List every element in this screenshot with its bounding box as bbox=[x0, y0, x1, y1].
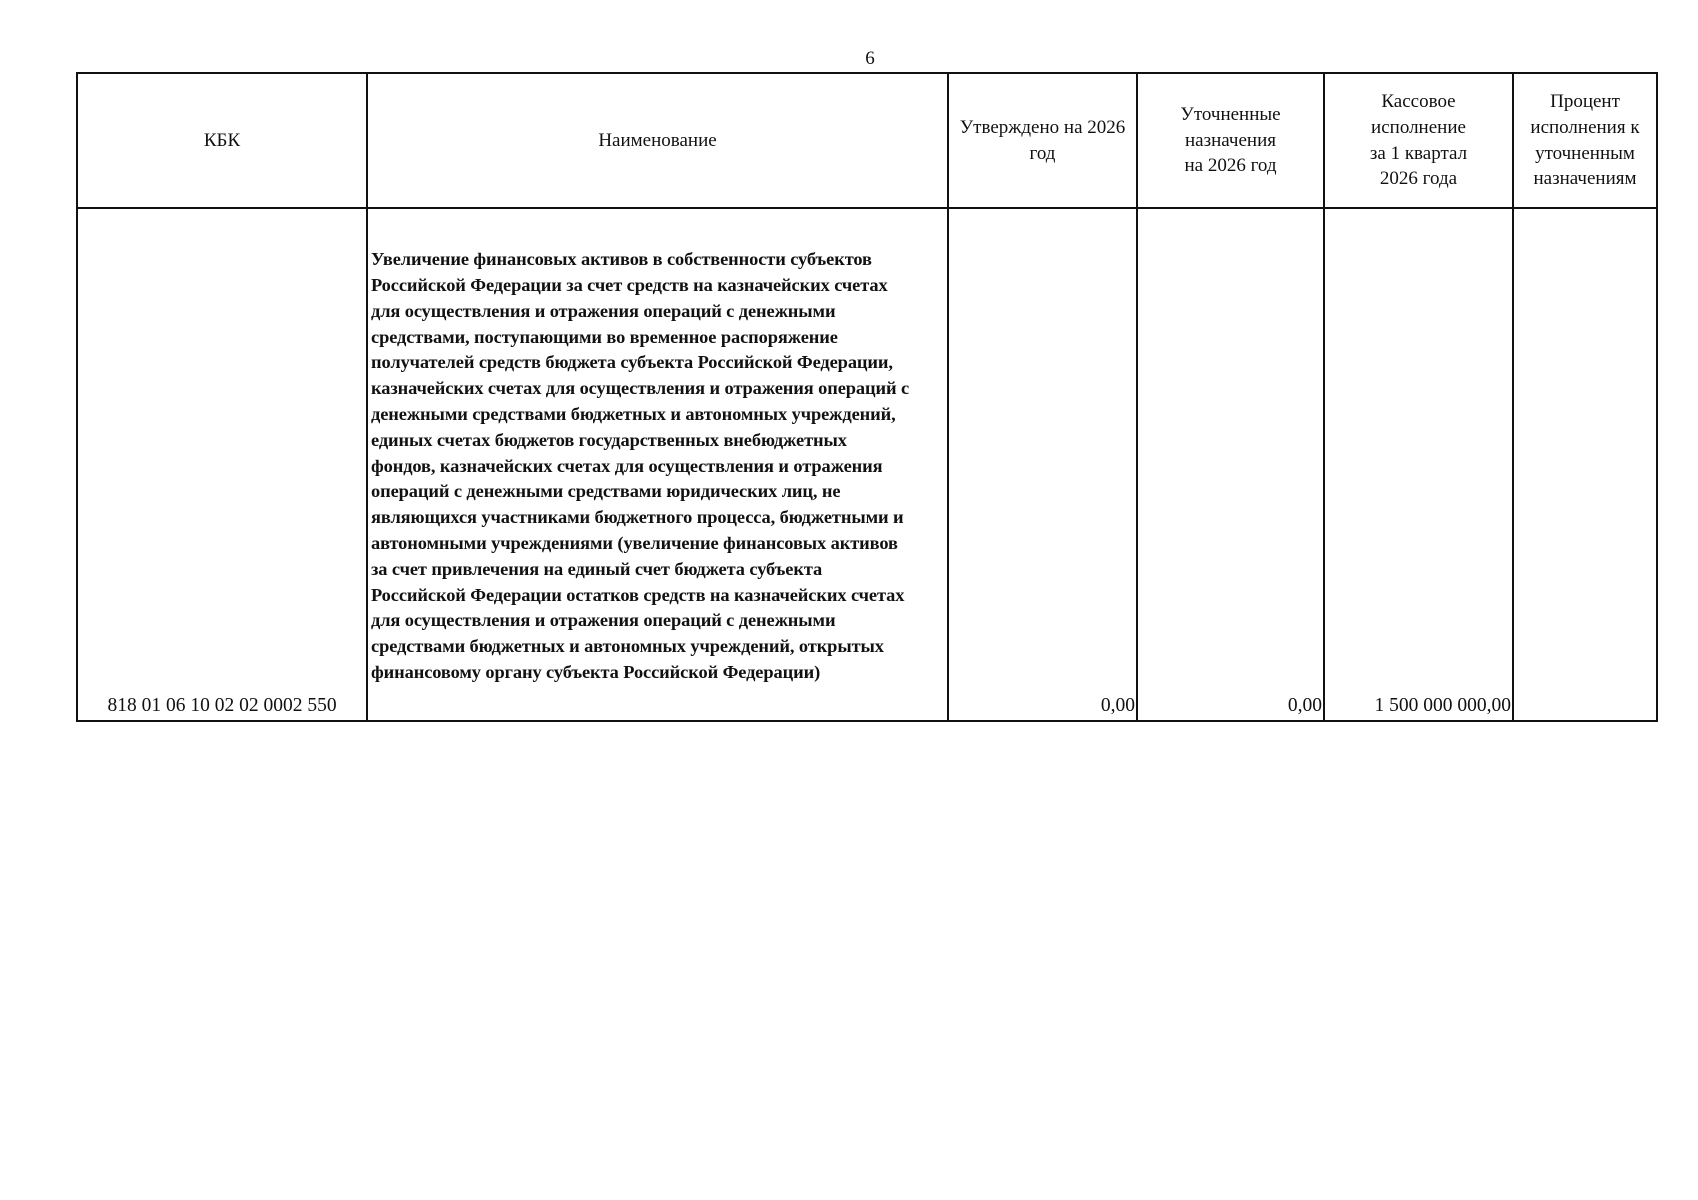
table-row-percent-cell bbox=[1514, 209, 1658, 722]
cash-value: 1 500 000 000,00 bbox=[1374, 695, 1511, 716]
header-refined-label: Уточненные назначения на 2026 год bbox=[1180, 103, 1281, 177]
header-approved bbox=[949, 74, 1138, 209]
header-name-label: Наименование bbox=[598, 129, 717, 151]
table-row-approved-cell bbox=[949, 209, 1138, 722]
header-percent bbox=[1514, 74, 1658, 209]
refined-value: 0,00 bbox=[1287, 695, 1322, 716]
header-percent-label: Процент исполнения к уточненным назначениям bbox=[1530, 91, 1640, 190]
header-kbk-label: КБК bbox=[203, 129, 241, 151]
header-approved-label: Утверждено на 2026 год bbox=[959, 116, 1126, 164]
table-row-name-cell bbox=[368, 209, 949, 722]
page-number: 6 bbox=[865, 48, 875, 69]
item-name: Увеличение финансовых активов в собственности субъектов Российской Федерации за счет средств на казначейских счетах для осуществления и отражения операций с денежными средствами, поступающими во временное распоряжение получателей средств бюджета субъекта Российской Федерации, казначейских счетах для осуществления и отражения операций с денежными средствами бюджетных и автономных учреждений, единых счетах бюджетов государственных внебюджетных фондов, казначейских счетах для осуществления и отражения операций с денежными средствами юридических лиц, не являющихся участниками бюджетного процесса, бюджетными и автономными учреждениями (увеличение финансовых активов за счет привлечения на единый счет бюджета субъекта Российской Федерации остатков средств на казначейских счетах для осуществления и отражения операций с денежными средствами бюджетных и автономных учреждений, открытых финансовому органу субъекта Российской Федерации) bbox=[371, 249, 910, 682]
table-row-refined-cell bbox=[1138, 209, 1325, 722]
table-row-cash-cell bbox=[1325, 209, 1514, 722]
table-row-kbk-cell bbox=[78, 209, 368, 722]
header-cash bbox=[1325, 74, 1514, 209]
header-kbk bbox=[78, 74, 368, 209]
header-name bbox=[368, 74, 949, 209]
header-cash-label: Кассовое исполнение за 1 квартал 2026 года bbox=[1369, 91, 1468, 190]
header-refined bbox=[1138, 74, 1325, 209]
kbk-code: 818 01 06 10 02 02 0002 550 bbox=[107, 695, 337, 716]
budget-table bbox=[76, 72, 1658, 722]
approved-value: 0,00 bbox=[1100, 695, 1135, 716]
